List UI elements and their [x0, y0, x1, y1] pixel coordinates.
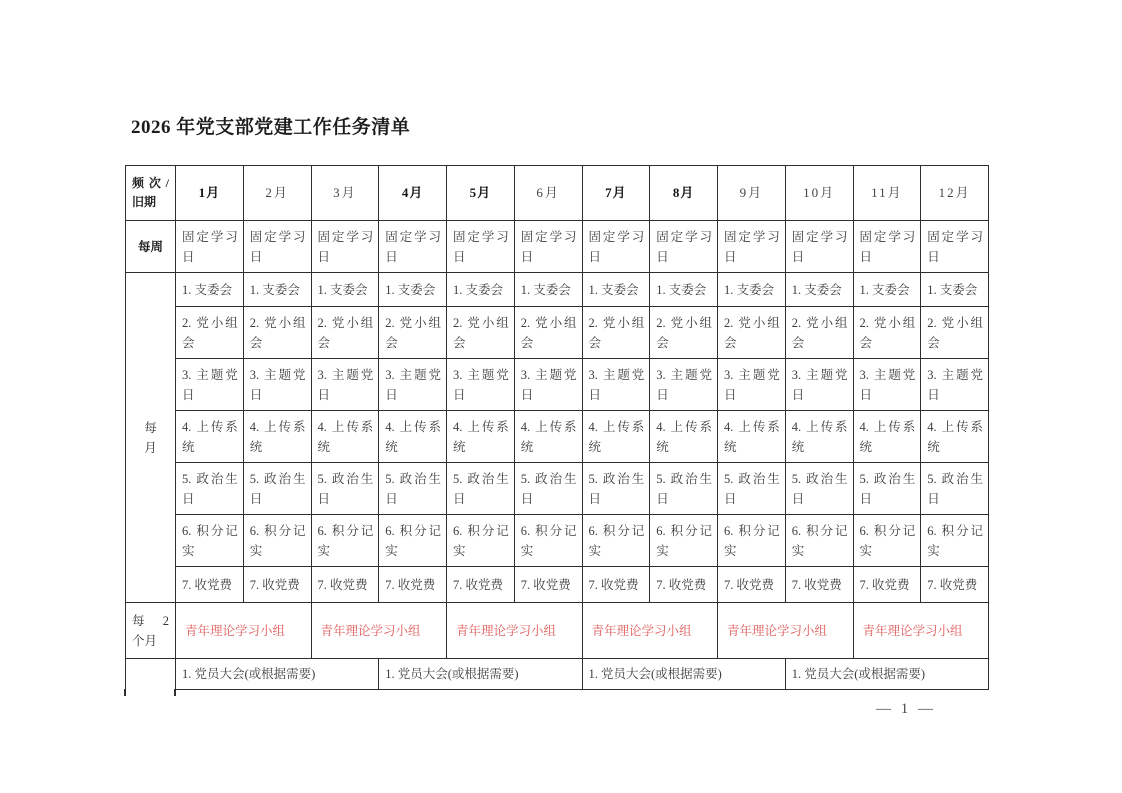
task-cell-monthly-text: 2. 党小组会	[249, 315, 306, 350]
task-cell-monthly	[311, 567, 379, 603]
task-cell-monthly-text: 1. 支委会	[724, 282, 775, 297]
table-border-stub-right	[174, 689, 176, 696]
task-cell-weekly-text: 固定学习日	[453, 229, 509, 264]
task-cell-bimonthly-text: 青年理论学习小组	[456, 623, 557, 638]
task-cell-quarterly	[379, 659, 582, 690]
month-header-text: 5月	[469, 185, 492, 200]
month-header	[718, 166, 786, 221]
corner-label-text: 频次/旧期	[132, 176, 169, 209]
task-cell-monthly-text: 3. 主题党日	[588, 367, 645, 402]
task-cell-weekly	[785, 221, 853, 273]
month-header	[582, 166, 650, 221]
task-cell-monthly-text: 6. 积分记实	[317, 523, 374, 558]
task-cell-monthly	[718, 411, 786, 463]
task-cell-weekly-text: 固定学习日	[588, 229, 645, 264]
task-cell-monthly	[243, 515, 311, 567]
task-cell-monthly	[853, 273, 921, 307]
task-cell-weekly	[582, 221, 650, 273]
task-cell-monthly-text: 3. 主题党日	[724, 367, 780, 402]
task-cell-monthly	[650, 463, 718, 515]
task-cell-monthly	[514, 463, 582, 515]
quarterly-row	[126, 659, 989, 690]
task-cell-monthly	[514, 411, 582, 463]
page-number: — 1 —	[876, 701, 936, 717]
task-cell-monthly	[311, 359, 379, 411]
task-cell-monthly-text: 5. 政治生日	[927, 471, 983, 506]
month-header	[853, 166, 921, 221]
monthly-row	[126, 411, 989, 463]
task-cell-monthly-text: 4. 上传系统	[249, 419, 306, 454]
task-cell-monthly-text: 4. 上传系统	[182, 419, 238, 454]
task-cell-monthly-text: 4. 上传系统	[317, 419, 374, 454]
table-border-stub-left	[124, 689, 126, 696]
task-cell-monthly-text: 2. 党小组会	[724, 315, 780, 350]
task-cell-monthly-text: 5. 政治生日	[859, 471, 916, 506]
task-cell-monthly	[447, 411, 515, 463]
task-cell-monthly-text: 6. 积分记实	[385, 523, 441, 558]
task-cell-weekly	[243, 221, 311, 273]
task-cell-monthly-text: 7. 收党费	[249, 577, 300, 592]
row-label-monthly	[126, 273, 176, 603]
task-cell-monthly-text: 7. 收党费	[520, 577, 571, 592]
task-cell-monthly-text: 3. 主题党日	[859, 367, 916, 402]
row-label-bimonthly	[126, 603, 176, 659]
task-cell-monthly-text: 6. 积分记实	[249, 523, 306, 558]
task-cell-monthly-text: 7. 收党费	[453, 577, 504, 592]
task-cell-weekly	[311, 221, 379, 273]
task-cell-monthly-text: 1. 支委会	[182, 282, 233, 297]
task-cell-monthly	[514, 567, 582, 603]
task-cell-monthly	[582, 307, 650, 359]
task-cell-monthly-text: 4. 上传系统	[927, 419, 983, 454]
task-cell-monthly-text: 4. 上传系统	[859, 419, 916, 454]
monthly-row	[126, 463, 989, 515]
weekly-row	[126, 221, 989, 273]
task-cell-monthly	[243, 411, 311, 463]
task-cell-monthly	[718, 463, 786, 515]
task-cell-monthly-text: 3. 主题党日	[520, 367, 577, 402]
task-cell-bimonthly-text: 青年理论学习小组	[727, 623, 828, 638]
task-cell-monthly	[718, 515, 786, 567]
task-cell-monthly	[176, 307, 244, 359]
task-cell-monthly-text: 1. 支委会	[791, 282, 842, 297]
task-cell-weekly	[176, 221, 244, 273]
task-cell-monthly-text: 5. 政治生日	[453, 471, 509, 506]
task-cell-monthly-text: 4. 上传系统	[453, 419, 509, 454]
task-cell-monthly-text: 3. 主题党日	[453, 367, 509, 402]
task-cell-monthly-text: 2. 党小组会	[859, 315, 916, 350]
task-table	[125, 165, 989, 690]
task-cell-monthly	[447, 463, 515, 515]
month-header	[447, 166, 515, 221]
task-cell-monthly-text: 4. 上传系统	[724, 419, 780, 454]
task-cell-monthly-text: 5. 政治生日	[724, 471, 780, 506]
task-table-wrap	[125, 165, 989, 690]
task-cell-monthly	[311, 307, 379, 359]
task-cell-monthly	[243, 307, 311, 359]
month-header	[785, 166, 853, 221]
month-header-text: 10月	[803, 185, 836, 200]
task-cell-bimonthly	[718, 603, 854, 659]
task-cell-monthly-text: 4. 上传系统	[520, 419, 577, 454]
task-cell-monthly	[176, 411, 244, 463]
task-cell-monthly-text: 1. 支委会	[520, 282, 571, 297]
task-cell-weekly	[718, 221, 786, 273]
month-header-text: 3月	[333, 185, 357, 200]
task-cell-monthly	[379, 463, 447, 515]
task-cell-monthly-text: 2. 党小组会	[182, 315, 238, 350]
task-cell-bimonthly	[311, 603, 447, 659]
task-cell-monthly-text: 3. 主题党日	[791, 367, 848, 402]
task-cell-monthly-text: 4. 上传系统	[656, 419, 712, 454]
month-header-text: 11月	[871, 185, 903, 200]
month-header	[379, 166, 447, 221]
task-cell-weekly-text: 固定学习日	[927, 229, 983, 264]
monthly-row	[126, 359, 989, 411]
monthly-row	[126, 307, 989, 359]
task-cell-monthly-text: 1. 支委会	[317, 282, 368, 297]
task-cell-monthly	[853, 567, 921, 603]
task-cell-weekly	[447, 221, 515, 273]
task-cell-monthly	[650, 273, 718, 307]
task-cell-monthly-text: 6. 积分记实	[724, 523, 780, 558]
task-cell-monthly-text: 3. 主题党日	[317, 367, 374, 402]
task-cell-monthly-text: 3. 主题党日	[249, 367, 306, 402]
task-cell-monthly	[785, 273, 853, 307]
task-cell-monthly	[514, 307, 582, 359]
task-cell-monthly-text: 3. 主题党日	[385, 367, 441, 402]
task-cell-quarterly	[582, 659, 785, 690]
task-cell-monthly	[311, 463, 379, 515]
task-cell-monthly	[311, 411, 379, 463]
task-cell-monthly	[785, 567, 853, 603]
task-cell-monthly-text: 6. 积分记实	[588, 523, 645, 558]
task-cell-quarterly	[176, 659, 379, 690]
task-cell-weekly-text: 固定学习日	[724, 229, 780, 264]
task-cell-monthly	[921, 411, 989, 463]
task-cell-monthly-text: 4. 上传系统	[588, 419, 645, 454]
task-cell-monthly-text: 7. 收党费	[317, 577, 368, 592]
row-label-bimonthly-text: 每 2 个月	[132, 613, 169, 648]
task-cell-weekly	[514, 221, 582, 273]
task-cell-monthly-text: 6. 积分记实	[859, 523, 916, 558]
task-cell-monthly-text: 1. 支委会	[453, 282, 504, 297]
task-cell-weekly-text: 固定学习日	[317, 229, 374, 264]
task-cell-monthly-text: 5. 政治生日	[656, 471, 712, 506]
task-cell-monthly-text: 2. 党小组会	[520, 315, 577, 350]
task-cell-monthly	[176, 567, 244, 603]
task-cell-monthly-text: 7. 收党费	[385, 577, 436, 592]
task-cell-monthly-text: 1. 支委会	[249, 282, 300, 297]
task-cell-monthly	[447, 567, 515, 603]
task-cell-monthly-text: 7. 收党费	[927, 577, 978, 592]
task-cell-monthly	[921, 359, 989, 411]
month-header	[921, 166, 989, 221]
task-cell-monthly	[176, 273, 244, 307]
task-cell-bimonthly	[582, 603, 718, 659]
task-cell-monthly-text: 5. 政治生日	[791, 471, 848, 506]
task-cell-monthly	[853, 359, 921, 411]
task-cell-monthly	[853, 463, 921, 515]
task-cell-monthly	[311, 515, 379, 567]
task-cell-monthly-text: 3. 主题党日	[656, 367, 712, 402]
task-cell-quarterly-text: 1. 党员大会(或根据需要)	[385, 667, 519, 681]
row-label-weekly	[126, 221, 176, 273]
month-header-text: 8月	[672, 185, 695, 200]
task-cell-monthly	[243, 463, 311, 515]
task-cell-monthly	[311, 273, 379, 307]
task-cell-weekly	[853, 221, 921, 273]
task-cell-monthly-text: 2. 党小组会	[927, 315, 983, 350]
task-cell-monthly	[379, 273, 447, 307]
task-cell-bimonthly	[447, 603, 583, 659]
month-header	[650, 166, 718, 221]
month-header	[514, 166, 582, 221]
task-cell-monthly-text: 7. 收党费	[859, 577, 910, 592]
month-header-text: 9月	[739, 185, 764, 200]
task-cell-monthly-text: 7. 收党费	[656, 577, 707, 592]
row-label-weekly-text: 每周	[137, 239, 163, 254]
task-cell-monthly	[379, 307, 447, 359]
task-cell-monthly	[921, 463, 989, 515]
task-cell-monthly-text: 2. 党小组会	[317, 315, 374, 350]
task-cell-monthly	[921, 567, 989, 603]
task-cell-monthly	[379, 359, 447, 411]
task-cell-monthly	[582, 273, 650, 307]
task-cell-monthly-text: 6. 积分记实	[182, 523, 238, 558]
month-header-text: 2月	[265, 185, 289, 200]
task-cell-monthly-text: 4. 上传系统	[791, 419, 848, 454]
task-cell-monthly	[514, 359, 582, 411]
task-cell-bimonthly-text: 青年理论学习小组	[591, 623, 692, 638]
task-cell-monthly-text: 6. 积分记实	[453, 523, 509, 558]
task-cell-monthly-text: 5. 政治生日	[385, 471, 441, 506]
task-cell-monthly-text: 5. 政治生日	[588, 471, 645, 506]
task-cell-monthly-text: 5. 政治生日	[249, 471, 306, 506]
task-cell-monthly	[379, 515, 447, 567]
task-cell-monthly-text: 6. 积分记实	[927, 523, 983, 558]
task-cell-weekly-text: 固定学习日	[656, 229, 712, 264]
task-cell-monthly-text: 2. 党小组会	[588, 315, 645, 350]
task-cell-monthly-text: 3. 主题党日	[182, 367, 238, 402]
task-cell-monthly-text: 2. 党小组会	[385, 315, 441, 350]
row-label-quarterly	[126, 659, 176, 690]
task-cell-monthly	[582, 567, 650, 603]
task-cell-monthly	[785, 359, 853, 411]
task-cell-monthly-text: 2. 党小组会	[791, 315, 848, 350]
task-cell-monthly	[650, 307, 718, 359]
task-cell-monthly	[243, 273, 311, 307]
task-cell-monthly	[785, 307, 853, 359]
task-cell-monthly	[176, 515, 244, 567]
task-cell-monthly	[853, 411, 921, 463]
task-cell-monthly	[176, 463, 244, 515]
task-cell-monthly-text: 7. 收党费	[182, 577, 233, 592]
month-header-text: 7月	[605, 185, 627, 200]
month-header	[243, 166, 311, 221]
monthly-row	[126, 567, 989, 603]
task-cell-monthly	[243, 567, 311, 603]
task-cell-monthly	[582, 411, 650, 463]
task-cell-monthly-text: 6. 积分记实	[791, 523, 848, 558]
task-cell-bimonthly	[853, 603, 989, 659]
task-cell-monthly-text: 5. 政治生日	[520, 471, 577, 506]
corner-label	[126, 166, 176, 221]
month-header-text: 1月	[198, 185, 221, 200]
task-cell-monthly	[650, 411, 718, 463]
header-row	[126, 166, 989, 221]
task-cell-quarterly-text: 1. 党员大会(或根据需要)	[588, 667, 722, 681]
task-cell-monthly-text: 1. 支委会	[385, 282, 436, 297]
task-cell-monthly-text: 1. 支委会	[588, 282, 639, 297]
task-cell-monthly-text: 2. 党小组会	[453, 315, 509, 350]
task-cell-monthly	[718, 359, 786, 411]
task-cell-monthly	[921, 273, 989, 307]
task-cell-monthly	[921, 515, 989, 567]
task-cell-monthly	[650, 359, 718, 411]
task-cell-monthly	[718, 307, 786, 359]
task-cell-monthly	[785, 515, 853, 567]
task-cell-monthly	[921, 307, 989, 359]
task-cell-quarterly-text: 1. 党员大会(或根据需要)	[182, 667, 316, 681]
task-cell-monthly	[785, 463, 853, 515]
row-label-monthly-text: 每月	[144, 420, 157, 455]
task-cell-monthly-text: 7. 收党费	[791, 577, 842, 592]
task-cell-monthly-text: 4. 上传系统	[385, 419, 441, 454]
bimonthly-row	[126, 603, 989, 659]
task-cell-bimonthly-text: 青年理论学习小组	[862, 623, 963, 638]
task-cell-weekly-text: 固定学习日	[182, 229, 238, 264]
task-cell-weekly-text: 固定学习日	[520, 229, 577, 264]
task-cell-weekly	[379, 221, 447, 273]
task-cell-bimonthly	[176, 603, 312, 659]
task-cell-weekly-text: 固定学习日	[249, 229, 306, 264]
task-cell-monthly	[853, 515, 921, 567]
task-cell-monthly-text: 6. 积分记实	[520, 523, 577, 558]
task-cell-monthly	[447, 515, 515, 567]
task-cell-monthly	[650, 515, 718, 567]
monthly-row	[126, 515, 989, 567]
task-cell-quarterly	[785, 659, 988, 690]
task-cell-monthly-text: 5. 政治生日	[317, 471, 374, 506]
task-cell-monthly	[785, 411, 853, 463]
task-cell-monthly	[582, 359, 650, 411]
task-cell-weekly	[921, 221, 989, 273]
month-header-text: 4月	[401, 185, 424, 200]
task-cell-weekly-text: 固定学习日	[791, 229, 848, 264]
month-header	[311, 166, 379, 221]
task-cell-monthly	[447, 359, 515, 411]
month-header-text: 12月	[938, 185, 971, 200]
task-cell-monthly	[379, 567, 447, 603]
month-header-text: 6月	[536, 185, 560, 200]
task-cell-monthly	[582, 463, 650, 515]
task-cell-monthly-text: 7. 收党费	[724, 577, 775, 592]
task-cell-monthly-text: 1. 支委会	[656, 282, 707, 297]
task-cell-monthly-text: 2. 党小组会	[656, 315, 712, 350]
task-cell-monthly	[718, 273, 786, 307]
task-cell-quarterly-text: 1. 党员大会(或根据需要)	[791, 667, 926, 681]
month-header	[176, 166, 244, 221]
task-cell-monthly	[379, 411, 447, 463]
task-cell-monthly-text: 3. 主题党日	[927, 367, 983, 402]
monthly-row	[126, 273, 989, 307]
task-cell-bimonthly-text: 青年理论学习小组	[185, 623, 286, 638]
task-cell-weekly	[650, 221, 718, 273]
task-cell-monthly-text: 1. 支委会	[859, 282, 910, 297]
task-cell-monthly	[582, 515, 650, 567]
task-cell-weekly-text: 固定学习日	[859, 229, 916, 264]
task-cell-monthly	[853, 307, 921, 359]
task-cell-monthly	[718, 567, 786, 603]
task-cell-monthly-text: 5. 政治生日	[182, 471, 238, 506]
task-cell-bimonthly-text: 青年理论学习小组	[320, 623, 421, 638]
task-cell-monthly	[514, 515, 582, 567]
task-cell-monthly	[176, 359, 244, 411]
task-cell-monthly-text: 6. 积分记实	[656, 523, 712, 558]
task-cell-monthly	[243, 359, 311, 411]
page-title: 2026 年党支部党建工作任务清单	[131, 117, 411, 138]
task-cell-monthly	[447, 307, 515, 359]
task-cell-monthly-text: 1. 支委会	[927, 282, 978, 297]
task-cell-monthly	[514, 273, 582, 307]
task-cell-monthly	[447, 273, 515, 307]
task-cell-weekly-text: 固定学习日	[385, 229, 441, 264]
task-cell-monthly-text: 7. 收党费	[588, 577, 639, 592]
task-cell-monthly	[650, 567, 718, 603]
